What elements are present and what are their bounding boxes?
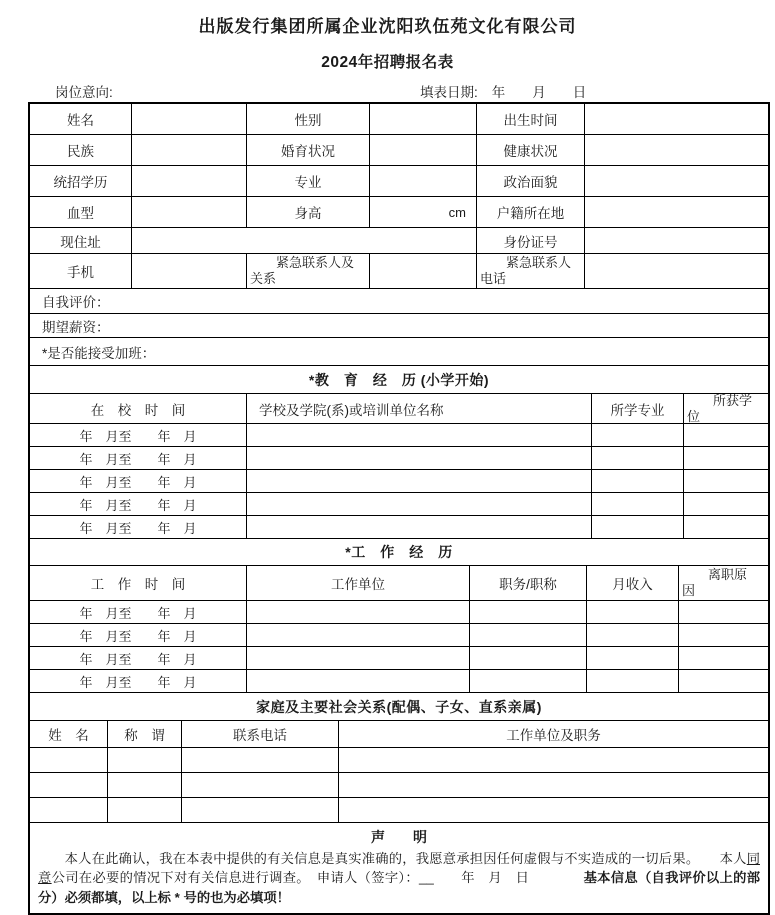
declaration-title: 声 明 [371, 829, 427, 845]
edu-degree-cell[interactable] [684, 470, 768, 492]
company-title: 出版发行集团所属企业沈阳玖伍苑文化有限公司 [198, 17, 577, 36]
field-label-emergency-contact: 紧急联系人及 关系 [247, 254, 370, 288]
family-relation-cell[interactable] [108, 773, 182, 797]
work-header-position: 职务/职称 [470, 566, 587, 600]
family-section-header [30, 693, 768, 721]
form-title: 2024年招聘报名表 [321, 54, 454, 71]
edu-school-cell[interactable] [247, 447, 592, 469]
work-reason-cell[interactable] [679, 670, 768, 692]
field-label-mobile: 手机 [30, 254, 132, 288]
input-registered-residence[interactable] [585, 197, 768, 227]
education-row [30, 516, 768, 539]
input-emergency-phone[interactable] [585, 254, 768, 288]
education-row [30, 470, 768, 493]
work-time-cell[interactable]: 年 月至 年 月 [30, 670, 247, 692]
family-header-phone: 联系电话 [182, 721, 339, 747]
declaration-body [38, 849, 760, 907]
fill-date-group [420, 81, 586, 101]
input-mobile[interactable] [132, 254, 247, 288]
work-position-cell[interactable] [470, 670, 587, 692]
family-relation-cell[interactable] [108, 798, 182, 822]
field-label-birth-date: 出生时间 [477, 104, 585, 134]
work-time-cell[interactable]: 年 月至 年 月 [30, 601, 247, 623]
edu-major-cell[interactable] [592, 470, 684, 492]
work-row [30, 601, 768, 624]
overtime-acceptance-field[interactable]: *是否能接受加班： [42, 345, 156, 361]
declaration-section [30, 823, 768, 913]
work-income-cell[interactable] [587, 601, 679, 623]
work-unit-cell[interactable] [247, 670, 470, 692]
field-label-education-level: 统招学历 [30, 166, 132, 196]
edu-major-cell[interactable] [592, 493, 684, 515]
table-row-blood-type [30, 197, 768, 228]
field-label-health-status: 健康状况 [477, 135, 585, 165]
input-health-status[interactable] [585, 135, 768, 165]
declaration-text-1: 本人在此确认，我在本表中提供的有关信息是真实准确的，我愿意承担因任何虚假与不实造成的一切后果。 本人 [64, 851, 747, 866]
input-education-level[interactable] [132, 166, 247, 196]
field-label-registered-residence: 户籍所在地 [477, 197, 585, 227]
field-label-marital-status: 婚育状况 [247, 135, 370, 165]
work-header-leave-reason: 离职原 因 [682, 567, 748, 598]
table-row-expected-salary [30, 314, 768, 338]
edu-school-cell[interactable] [247, 516, 592, 538]
family-row [30, 798, 768, 823]
work-row [30, 670, 768, 693]
field-label-gender: 性别 [247, 104, 370, 134]
work-unit-cell[interactable] [247, 647, 470, 669]
table-row-address [30, 228, 768, 254]
family-phone-cell[interactable] [182, 773, 339, 797]
table-row-education-level [30, 166, 768, 197]
edu-degree-cell[interactable] [684, 493, 768, 515]
work-header-time: 工 作 时 间 [30, 566, 247, 600]
edu-major-cell[interactable] [592, 447, 684, 469]
position-intent-label: 岗位意向: [55, 85, 113, 100]
edu-time-cell[interactable]: 年 月至 年 月 [30, 493, 247, 515]
edu-degree-cell[interactable] [684, 516, 768, 538]
edu-major-cell[interactable] [592, 516, 684, 538]
family-name-cell[interactable] [30, 748, 108, 772]
field-label-id-number: 身份证号 [477, 228, 585, 253]
form-table [28, 102, 770, 915]
declaration-text-bold: 基本信息（自我评价以上的部分）必须都填，以上标 * 号的也为必填项！ [38, 870, 761, 905]
work-position-cell[interactable] [470, 601, 587, 623]
family-header-work-unit: 工作单位及职务 [506, 728, 601, 743]
family-name-cell[interactable] [30, 773, 108, 797]
work-income-cell[interactable] [587, 624, 679, 646]
work-income-cell[interactable] [587, 670, 679, 692]
field-label-major: 专业 [247, 166, 370, 196]
declaration-text-2: 公司在必要的情况下对有关信息进行调查。 申请人（签字）：__ 年 月 日 [51, 870, 530, 886]
edu-time-cell[interactable]: 年 月至 年 月 [30, 447, 247, 469]
self-evaluation-field[interactable]: 自我评价： [42, 295, 110, 310]
family-phone-cell[interactable] [182, 798, 339, 822]
field-label-blood-type: 血型 [30, 197, 132, 227]
family-phone-cell[interactable] [182, 748, 339, 772]
edu-degree-cell[interactable] [684, 424, 768, 446]
education-column-header [30, 394, 768, 424]
input-id-number[interactable] [585, 228, 768, 253]
work-time-cell[interactable]: 年 月至 年 月 [30, 647, 247, 669]
education-section-header [30, 366, 768, 394]
family-row [30, 748, 768, 773]
field-label-height: 身高 [247, 197, 370, 227]
fill-date-blanks: 年 月 日 [491, 85, 587, 100]
edu-school-cell[interactable] [247, 424, 592, 446]
edu-time-cell[interactable]: 年 月至 年 月 [30, 424, 247, 446]
edu-header-time: 在 校 时 间 [30, 394, 247, 423]
edu-degree-cell[interactable] [684, 447, 768, 469]
education-row [30, 493, 768, 516]
input-name[interactable] [132, 104, 247, 134]
work-unit-cell[interactable] [247, 624, 470, 646]
family-work-unit-cell[interactable] [339, 773, 768, 797]
work-time-cell[interactable]: 年 月至 年 月 [30, 624, 247, 646]
field-label-emergency-phone: 紧急联系人 电话 [477, 254, 585, 288]
input-marital-status[interactable] [370, 135, 477, 165]
family-column-header [30, 721, 768, 748]
form-meta-row [28, 81, 770, 99]
edu-school-cell[interactable] [247, 470, 592, 492]
table-row-mobile [30, 254, 768, 289]
work-position-cell[interactable] [470, 647, 587, 669]
work-header-income: 月收入 [587, 566, 679, 600]
input-gender[interactable] [370, 104, 477, 134]
field-label-political-status: 政治面貌 [477, 166, 585, 196]
edu-header-degree: 所获学 位 [687, 394, 753, 423]
table-row-ethnicity [30, 135, 768, 166]
education-row [30, 447, 768, 470]
input-blood-type[interactable] [132, 197, 247, 227]
table-row-self-evaluation [30, 289, 768, 314]
work-row [30, 647, 768, 670]
input-current-address[interactable] [132, 228, 477, 253]
family-section-title: 家庭及主要社会关系(配偶、子女、直系亲属) [256, 698, 542, 715]
education-row [30, 424, 768, 447]
family-relation-cell[interactable] [108, 748, 182, 772]
edu-header-school: 学校及学院(系)或培训单位名称 [247, 394, 592, 423]
education-section-title: *教 育 经 历 (小学开始) [308, 371, 490, 388]
input-birth-date[interactable] [585, 104, 768, 134]
input-height-cm[interactable]: cm [370, 197, 477, 227]
work-header-unit: 工作单位 [247, 566, 470, 600]
work-row [30, 624, 768, 647]
edu-time-cell[interactable]: 年 月至 年 月 [30, 516, 247, 538]
work-column-header [30, 566, 768, 601]
table-row-overtime [30, 338, 768, 366]
edu-school-cell[interactable] [247, 493, 592, 515]
work-unit-cell[interactable] [247, 601, 470, 623]
family-work-unit-cell[interactable] [339, 748, 768, 772]
expected-salary-field[interactable]: 期望薪资： [42, 319, 110, 335]
work-reason-cell[interactable] [679, 601, 768, 623]
input-ethnicity[interactable] [132, 135, 247, 165]
work-section-title: *工 作 经 历 [345, 544, 453, 560]
fill-date-label: 填表日期: [420, 85, 478, 100]
edu-header-major: 所学专业 [592, 394, 684, 423]
work-reason-cell[interactable] [679, 647, 768, 669]
input-major[interactable] [370, 166, 477, 196]
field-label-current-address: 现住址 [30, 228, 132, 253]
work-income-cell[interactable] [587, 647, 679, 669]
edu-major-cell[interactable] [592, 424, 684, 446]
declaration-text-underlined: 同意 [38, 851, 760, 886]
work-section-header [30, 539, 768, 566]
edu-time-cell[interactable]: 年 月至 年 月 [30, 470, 247, 492]
family-row [30, 773, 768, 798]
declaration-block [30, 823, 768, 913]
family-header-name: 姓 名 [30, 721, 108, 747]
family-work-unit-cell[interactable] [339, 798, 768, 822]
family-name-cell[interactable] [30, 798, 108, 822]
work-position-cell[interactable] [470, 624, 587, 646]
input-political-status[interactable] [585, 166, 768, 196]
field-label-ethnicity: 民族 [30, 135, 132, 165]
work-reason-cell[interactable] [679, 624, 768, 646]
input-emergency-contact[interactable] [370, 254, 477, 288]
family-header-relation: 称 谓 [108, 721, 182, 747]
table-row-name [30, 104, 768, 135]
field-label-name: 姓名 [30, 104, 132, 134]
